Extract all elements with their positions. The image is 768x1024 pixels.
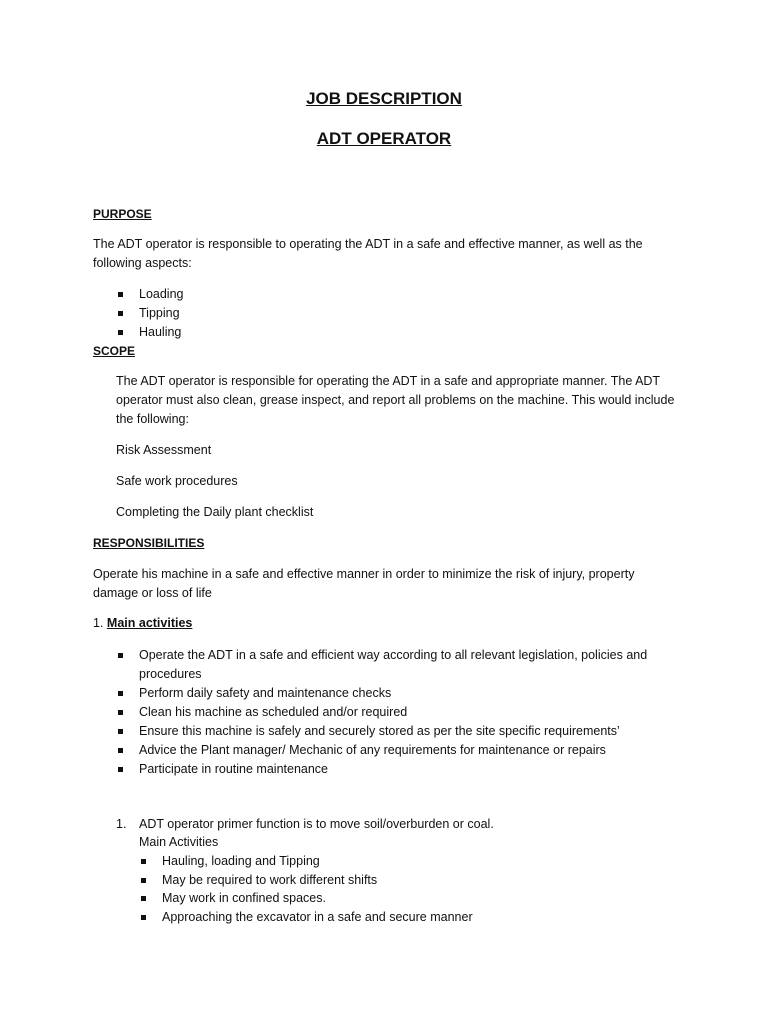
responsibilities-heading: RESPONSIBILITIES: [93, 536, 205, 550]
list-item: Ensure this machine is safely and securely stored as per the site specific requirements’: [116, 722, 679, 741]
scope-heading: SCOPE: [93, 344, 136, 358]
list-item: Perform daily safety and maintenance checks: [116, 684, 679, 703]
purpose-text: The ADT operator is responsible to operating the ADT in a safe and effective manner, as well as the following aspects:: [93, 237, 643, 270]
scope-item: Completing the Daily plant checklist: [116, 505, 314, 519]
purpose-list: [116, 285, 679, 342]
function-list: [139, 852, 473, 926]
main-activities-list: [116, 646, 679, 779]
list-item: Advice the Plant manager/ Mechanic of any requirements for maintenance or repairs: [116, 741, 679, 760]
list-item: Clean his machine as scheduled and/or required: [116, 703, 679, 722]
list-item: May work in confined spaces.: [139, 889, 473, 908]
scope-text: The ADT operator is responsible for operating the ADT in a safe and appropriate manner. The ADT operator must also clean, grease inspect, and report all problems on the machine. This would include the following:: [116, 374, 675, 426]
main-activities-heading: [93, 614, 192, 633]
document-subtitle: ADT OPERATOR: [316, 129, 452, 148]
list-item: Operate the ADT in a safe and efficient way according to all relevant legislation, policies and procedures: [116, 646, 679, 684]
function-number: 1.: [116, 817, 127, 831]
list-item: Hauling, loading and Tipping: [139, 852, 473, 871]
purpose-heading: PURPOSE: [93, 207, 152, 221]
list-item: May be required to work different shifts: [139, 871, 473, 890]
function-text: ADT operator primer function is to move soil/overburden or coal.: [139, 817, 494, 831]
list-item: Tipping: [116, 304, 679, 323]
scope-item: Risk Assessment: [116, 443, 212, 457]
scope-item: Safe work procedures: [116, 474, 238, 488]
main-activities-number: 1.: [93, 616, 104, 630]
function-subheading: Main Activities: [139, 835, 219, 849]
list-item: Approaching the excavator in a safe and secure manner: [139, 908, 473, 927]
list-item: Hauling: [116, 323, 679, 342]
list-item: Participate in routine maintenance: [116, 760, 679, 779]
responsibilities-text: Operate his machine in a safe and effective manner in order to minimize the risk of injury, property damage or loss of life: [93, 567, 635, 600]
list-item: Loading: [116, 285, 679, 304]
document-title: JOB DESCRIPTION: [306, 89, 462, 108]
main-activities-label: Main activities: [106, 616, 193, 630]
